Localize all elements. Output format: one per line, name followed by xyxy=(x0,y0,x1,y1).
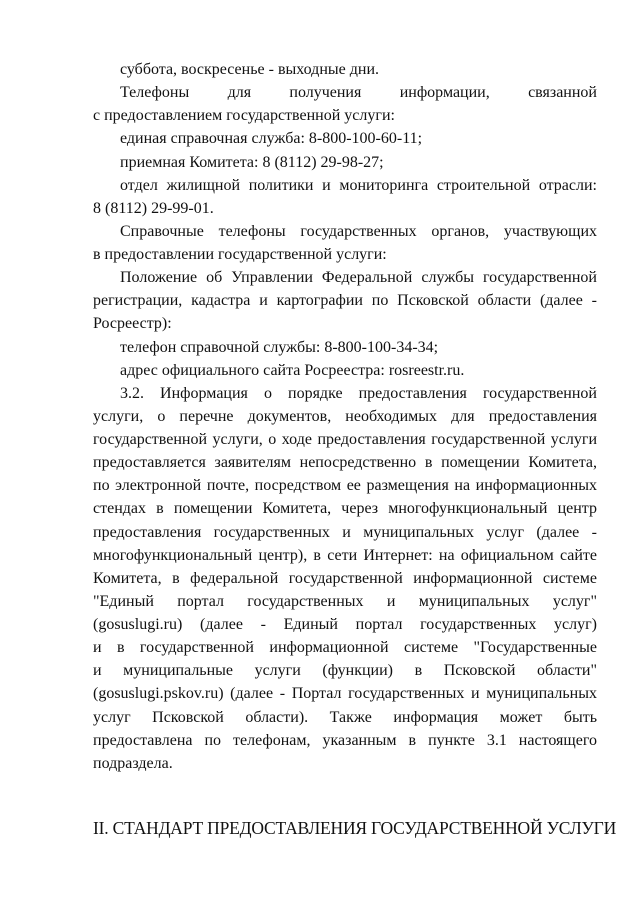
text-line: 8 (8112) 29-99-01. xyxy=(93,199,214,217)
text-line: подраздела. xyxy=(93,754,173,772)
text-line: регистрации, кадастра и картографии по Псковской области (далее - xyxy=(93,292,597,310)
text-line: Комитета, в федеральной государственной информационной системе xyxy=(93,569,597,587)
text-line: и муниципальные услуги (функции) в Псковской области" xyxy=(93,662,597,680)
text-line: Телефоны для получения информации, связанной xyxy=(120,84,597,102)
text-line: приемная Комитета: 8 (8112) 29-98-27; xyxy=(120,153,384,171)
text-line: государственной услуги, о ходе предоставления государственной услуги xyxy=(93,431,597,448)
text-line: многофункциональный центр), в сети Интернет: на официальном сайте xyxy=(93,546,597,564)
text-line: предоставлена по телефонам, указанным в пункте 3.1 настоящего xyxy=(93,731,597,749)
text-line: Росреестр): xyxy=(93,315,172,333)
text-line: Справочные телефоны государственных органов, участвующих xyxy=(120,222,597,240)
text-line: (gosuslugi.pskov.ru) (далее - Портал государственных и муниципальных xyxy=(93,685,597,703)
text-line: и в государственной информационной системе "Государственные xyxy=(93,639,597,657)
text-line: суббота, воскресенье - выходные дни. xyxy=(120,61,379,78)
text-line: телефон справочной службы: 8-800-100-34-34; xyxy=(120,338,439,356)
text-line: (gosuslugi.ru) (далее - Единый портал государственных услуг) xyxy=(93,616,597,633)
text-line: в предоставлении государственной услуги: xyxy=(93,246,387,263)
text-line: по электронной почте, посредством ее размещения на информационных xyxy=(93,477,597,495)
text-line: услуг Псковской области). Также информация может быть xyxy=(93,708,597,726)
section-heading: II. СТАНДАРТ ПРЕДОСТАВЛЕНИЯ ГОСУДАРСТВЕННОЙ УСЛУГИ xyxy=(93,818,617,838)
document-body xyxy=(93,58,597,775)
text-line: единая справочная служба: 8-800-100-60-11; xyxy=(120,130,423,148)
text-line: предоставления государственных и муниципальных услуг (далее - xyxy=(93,523,597,541)
text-line: стендах в помещении Комитета, через многофункциональный центр xyxy=(93,500,597,518)
text-line: предоставляется заявителям непосредственно в помещении Комитета, xyxy=(93,454,597,472)
text-line: адрес официального сайта Росреестра: rosreestr.ru. xyxy=(120,361,465,379)
text-line: услуги, о перечне документов, необходимых для предоставления xyxy=(93,407,597,425)
text-line: "Единый портал государственных и муниципальных услуг" xyxy=(93,592,597,610)
text-line: с предоставлением государственной услуги: xyxy=(93,107,395,125)
text-line: отдел жилищной политики и мониторинга строительной отрасли: xyxy=(120,176,597,194)
text-line: 3.2. Информация о порядке предоставления государственной xyxy=(120,384,597,402)
text-line: Положение об Управлении Федеральной службы государственной xyxy=(120,269,597,287)
